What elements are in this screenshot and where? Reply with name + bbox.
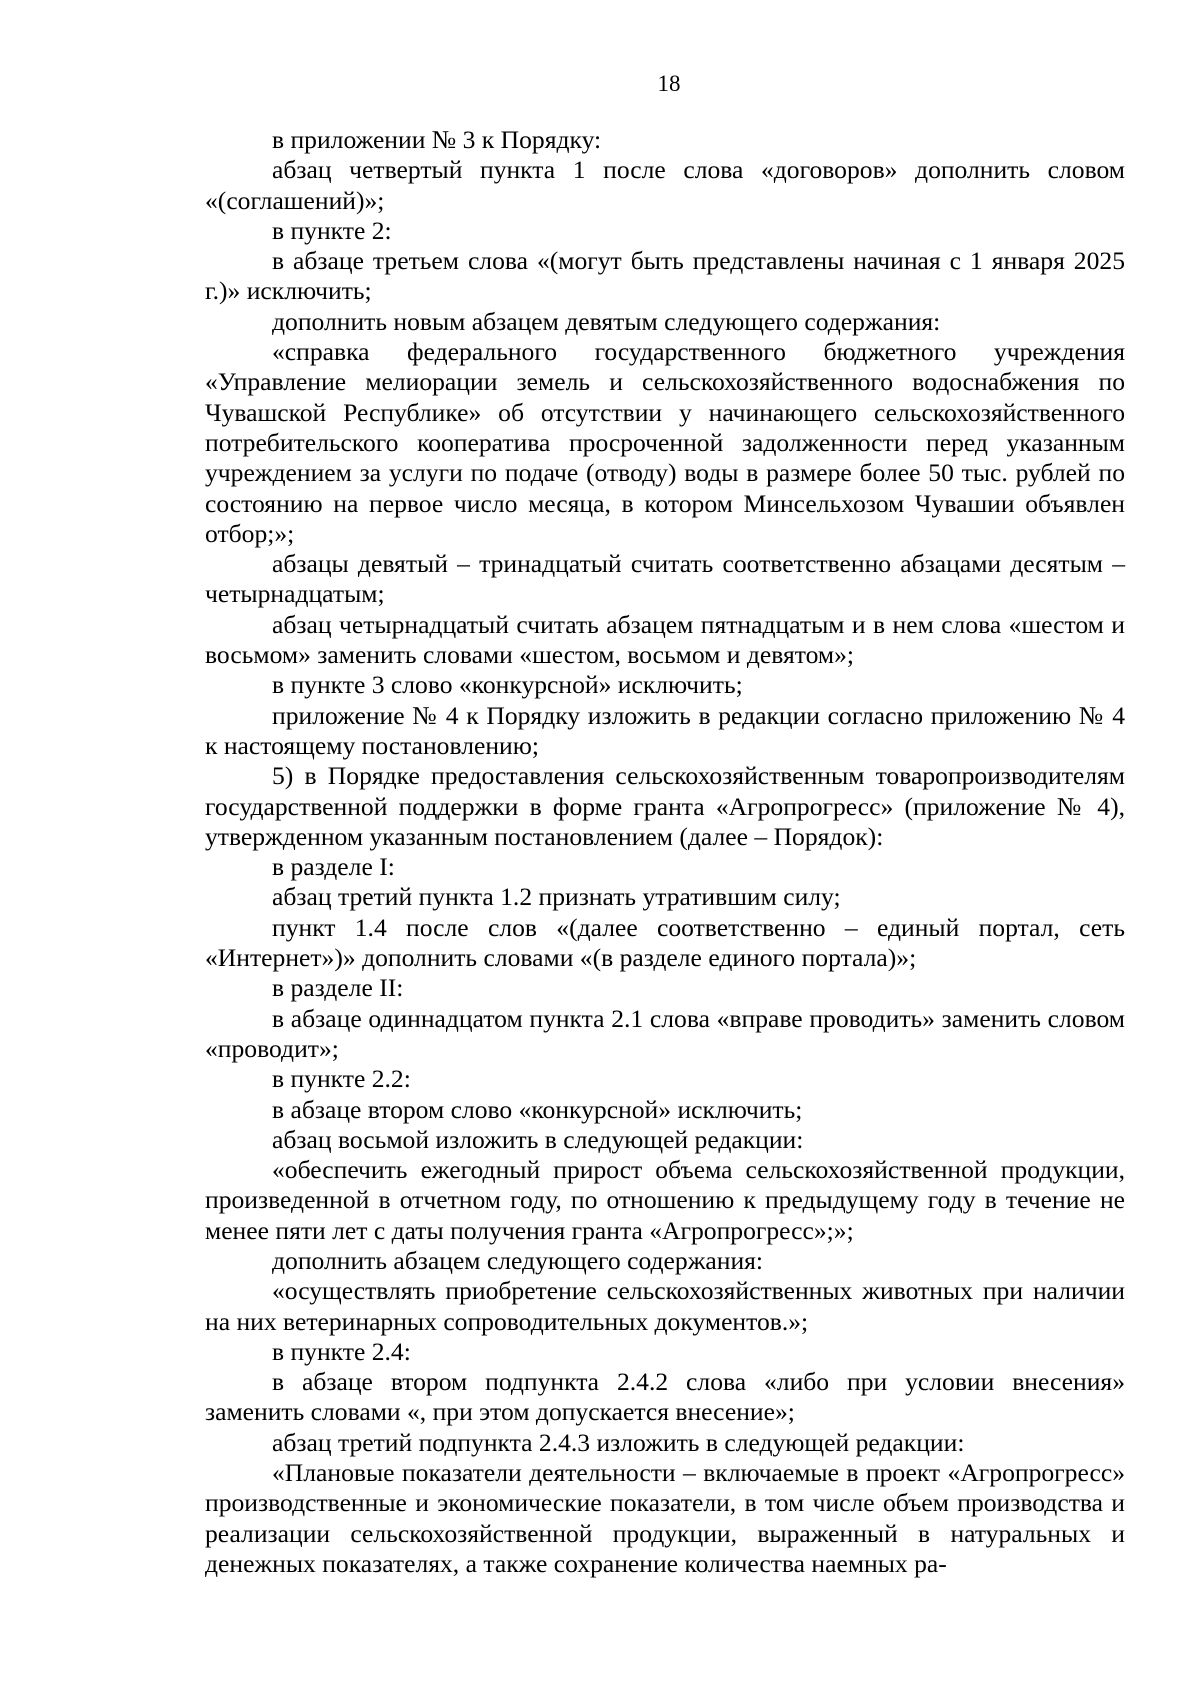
paragraph: абзац третий пункта 1.2 признать утратившим силу; [272,882,841,912]
paragraph: дополнить абзацем следующего содержания: [272,1245,764,1275]
paragraph: абзац четырнадцатый считать абзацем пятнадцатым и в нем слова «шестом и восьмом» заменить словами «шестом, восьмом и девятом»; [205,609,1125,670]
paragraph: в пункте 2: [272,215,392,245]
paragraph: в разделе II: [272,973,404,1003]
paragraph: в абзаце третьем слова «(могут быть представлены начиная с 1 января 2025 г.)» исключить; [205,246,1125,306]
paragraph: приложение № 4 к Порядку изложить в редакции согласно приложению № 4 к настоящему постановлению; [205,700,1125,760]
paragraph: 5) в Порядке предоставления сельскохозяйственным товаропроизводителям государственной поддержки в форме гранта «Агропрогресс» (приложение № 4), утвержденном указанным постановлением (далее – Порядок): [205,761,1125,851]
paragraph: в пункте 2.4: [272,1336,411,1366]
paragraph: «осуществлять приобретение сельскохозяйственных животных при наличии на них ветеринарных сопроводительных документов.»; [205,1276,1125,1336]
paragraph: «обеспечить ежегодный прирост объема сельскохозяйственной продукции, произведенной в отчетном году, по отношению к предыдущему году в течение не менее пяти лет с даты получения гранта «Агропрогресс»;»; [205,1155,1125,1245]
page-number: 18 [657,71,681,96]
paragraph: в абзаце втором подпункта 2.4.2 слова «либо при условии внесения» заменить словами «, при этом допускается внесение»; [205,1367,1125,1427]
paragraph: абзацы девятый – тринадцатый считать соответственно абзацами десятым – четырнадцатым; [205,549,1125,609]
document-body [205,125,1125,1579]
paragraph: «справка федерального государственного бюджетного учреждения «Управление мелиорации земель и сельскохозяйственного водоснабжения по Чувашской Республике» об отсутствии у начинающего сельскохозяйственного потребительского кооператива просроченной задолженности перед указанным учреждением за услуги по подаче (отводу) воды в размере более 50 тыс. рублей по состоянию на первое число месяца, в котором Минсельхозом Чувашии объявлен отбор;»; [205,337,1125,548]
paragraph: в абзаце втором слово «конкурсной» исключить; [272,1094,803,1124]
paragraph: дополнить новым абзацем девятым следующего содержания: [272,306,941,336]
paragraph: абзац третий подпункта 2.4.3 изложить в следующей редакции: [272,1427,965,1457]
paragraph: абзац восьмой изложить в следующей редакции: [272,1124,804,1154]
paragraph: в пункте 2.2: [272,1064,411,1094]
paragraph: в разделе I: [272,852,395,882]
paragraph: в пункте 3 слово «конкурсной» исключить; [272,670,743,700]
paragraph: абзац четвертый пункта 1 после слова «договоров» дополнить словом «(соглашений)»; [205,155,1125,215]
paragraph: в приложении № 3 к Порядку: [272,125,602,154]
paragraph: в абзаце одиннадцатом пункта 2.1 слова «вправе проводить» заменить словом «проводит»; [205,1003,1125,1063]
paragraph: пункт 1.4 после слов «(далее соответственно – единый портал, сеть «Интернет»)» дополнить словами «(в разделе единого портала)»; [205,912,1125,973]
paragraph: «Плановые показатели деятельности – включаемые в проект «Агропрогресс» производственные и экономические показатели, в том числе объем производства и реализации сельскохозяйственной продукции, выраженный в натуральных и денежных показателях, а также сохранение количества наемных ра- [205,1458,1125,1578]
